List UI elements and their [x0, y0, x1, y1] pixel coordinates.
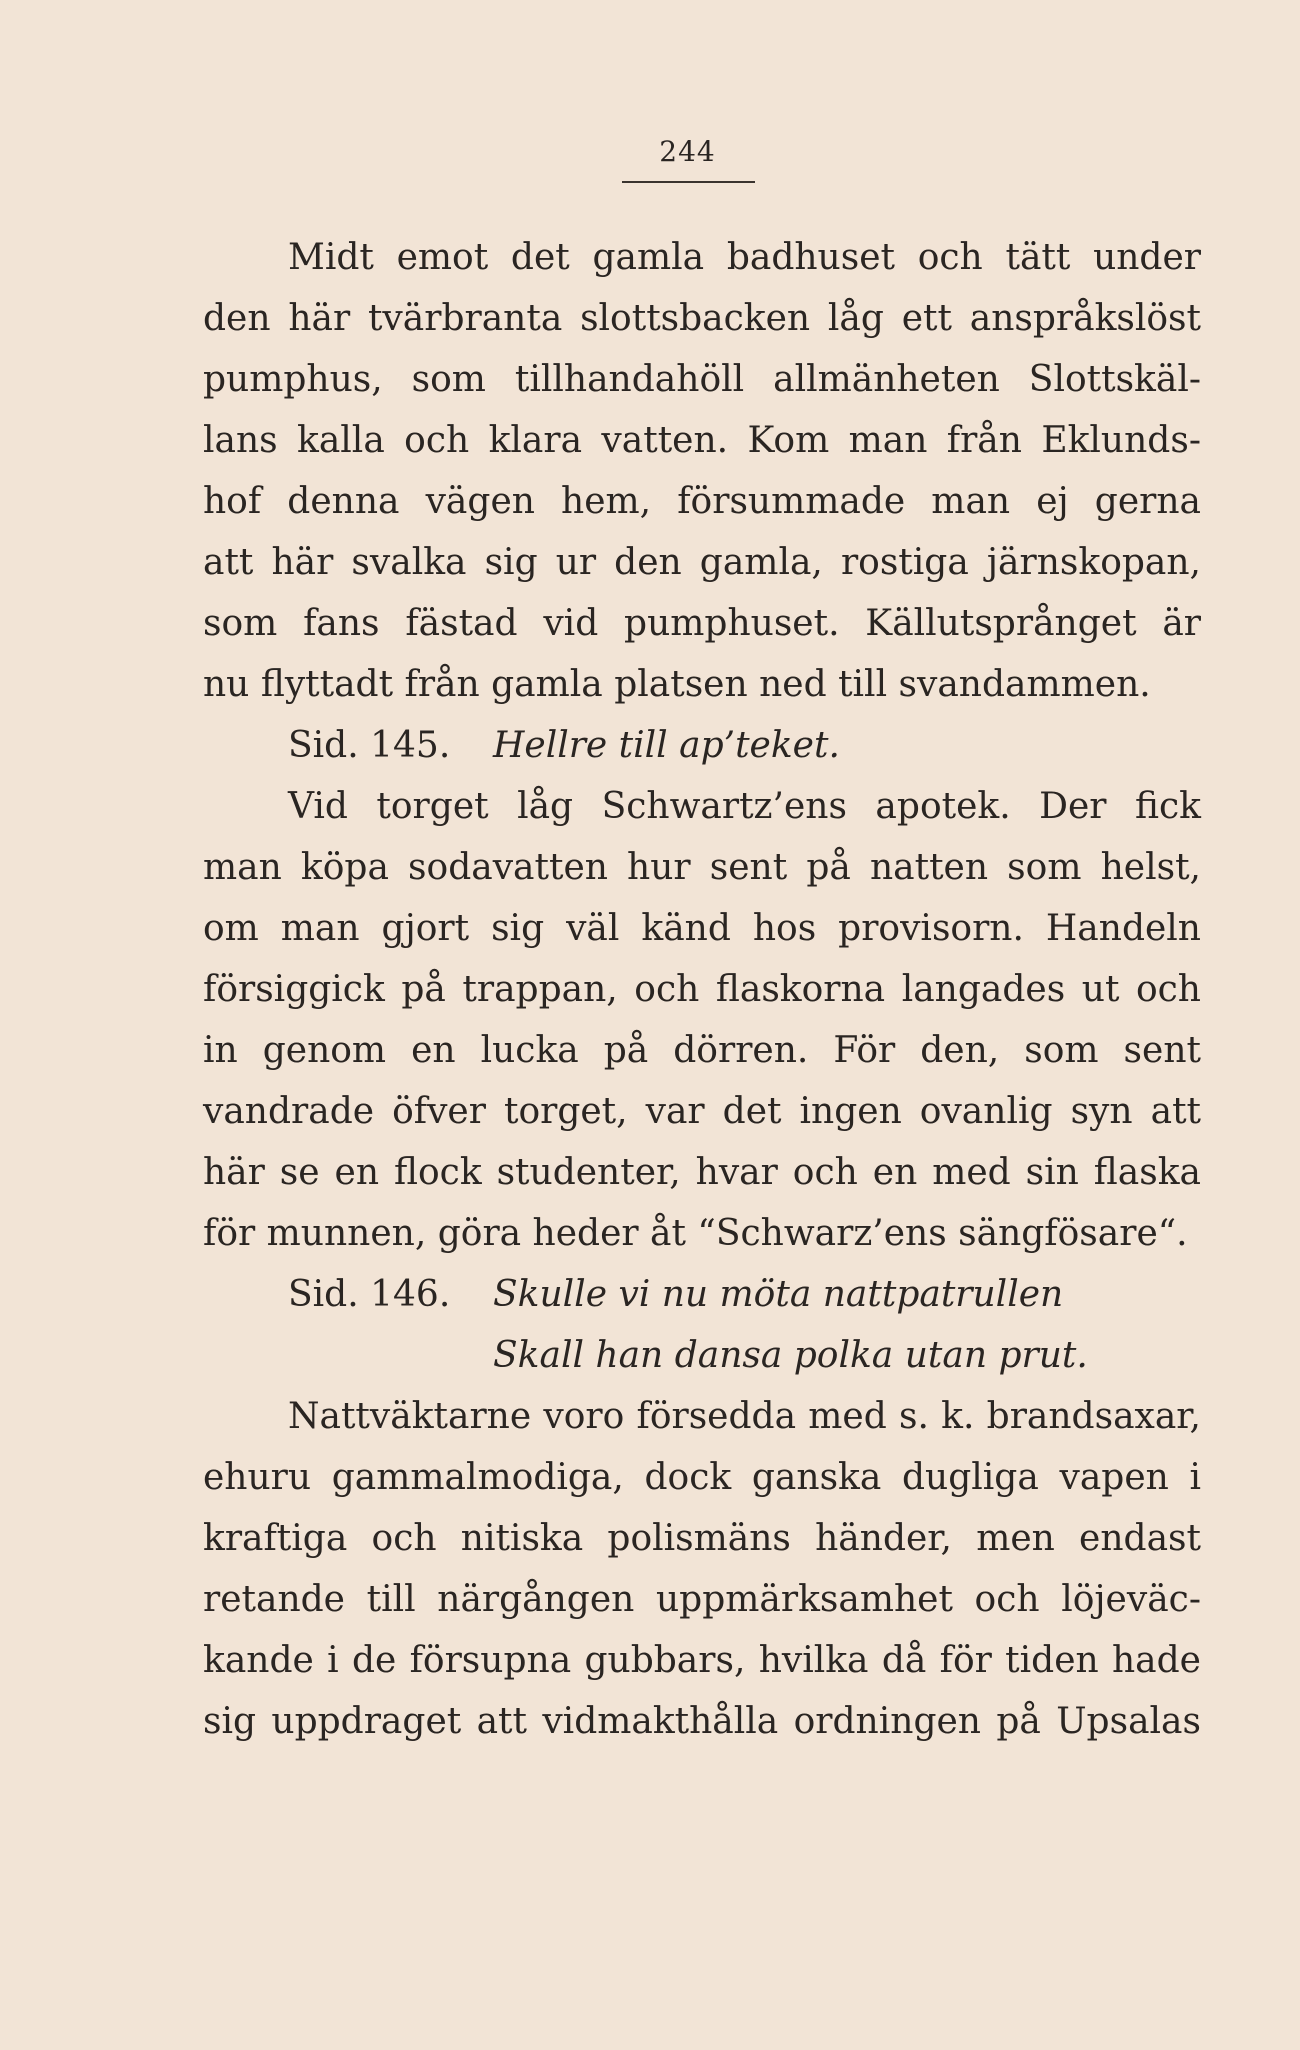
text-line: kraftiga och nitiska polismäns händer, men endast	[203, 1518, 1201, 1559]
text-line: man köpa sodavatten hur sent på natten som helst,	[203, 847, 1201, 888]
text-line: kande i de försupna gubbars, hvilka då för tiden hade	[203, 1640, 1201, 1681]
text-line: retande till närgången uppmärksamhet och löjeväc-	[203, 1579, 1201, 1620]
reference-quote-continued: Skall han dansa polka utan prut.	[493, 1335, 1088, 1376]
text-line: pumphus, som tillhandahöll allmänheten Slottskäl-	[203, 359, 1201, 400]
text-line: Nattväktarne voro försedda med s. k. brandsaxar,	[288, 1396, 1201, 1437]
text-line: vandrade öfver torget, var det ingen ovanlig syn att	[203, 1091, 1201, 1132]
text-line: ehuru gammalmodiga, dock ganska dugliga vapen i	[203, 1457, 1201, 1498]
text-line: Vid torget låg Schwartz’ens apotek. Der fick	[288, 786, 1201, 827]
text-line: sig uppdraget att vidmakthålla ordningen på Upsalas	[203, 1701, 1201, 1742]
page-reference	[288, 1270, 1201, 1320]
header-rule	[622, 181, 755, 183]
reference-label: Sid. 146.	[288, 1274, 451, 1315]
text-line: som fans fästad vid pumphuset. Källutsprånget är	[203, 603, 1201, 644]
page-number: 244	[659, 135, 716, 168]
text-line: att här svalka sig ur den gamla, rostiga järnskopan,	[203, 542, 1201, 583]
text-line: för munnen, göra heder åt “Schwarz’ens sängfösare“.	[203, 1213, 1188, 1254]
page-reference	[288, 721, 1201, 771]
text-line: här se en flock studenter, hvar och en med sin flaska	[203, 1152, 1201, 1193]
text-line: Midt emot det gamla badhuset och tätt under	[288, 237, 1201, 278]
text-line: om man gjort sig väl känd hos provisorn. Handeln	[203, 908, 1201, 949]
reference-quote: Hellre till ap’teket.	[493, 725, 840, 766]
text-line: försiggick på trappan, och flaskorna langades ut och	[203, 969, 1201, 1010]
text-line: hof denna vägen hem, försummade man ej gerna	[203, 481, 1201, 522]
reference-quote: Skulle vi nu möta nattpatrullen	[493, 1274, 1064, 1315]
text-line: in genom en lucka på dörren. För den, som sent	[203, 1030, 1201, 1071]
reference-label: Sid. 145.	[288, 725, 451, 766]
text-line: lans kalla och klara vatten. Kom man från Eklunds-	[203, 420, 1201, 461]
text-line: den här tvärbranta slottsbacken låg ett anspråkslöst	[203, 298, 1201, 339]
text-line: nu flyttadt från gamla platsen ned till svandammen.	[203, 664, 1151, 705]
